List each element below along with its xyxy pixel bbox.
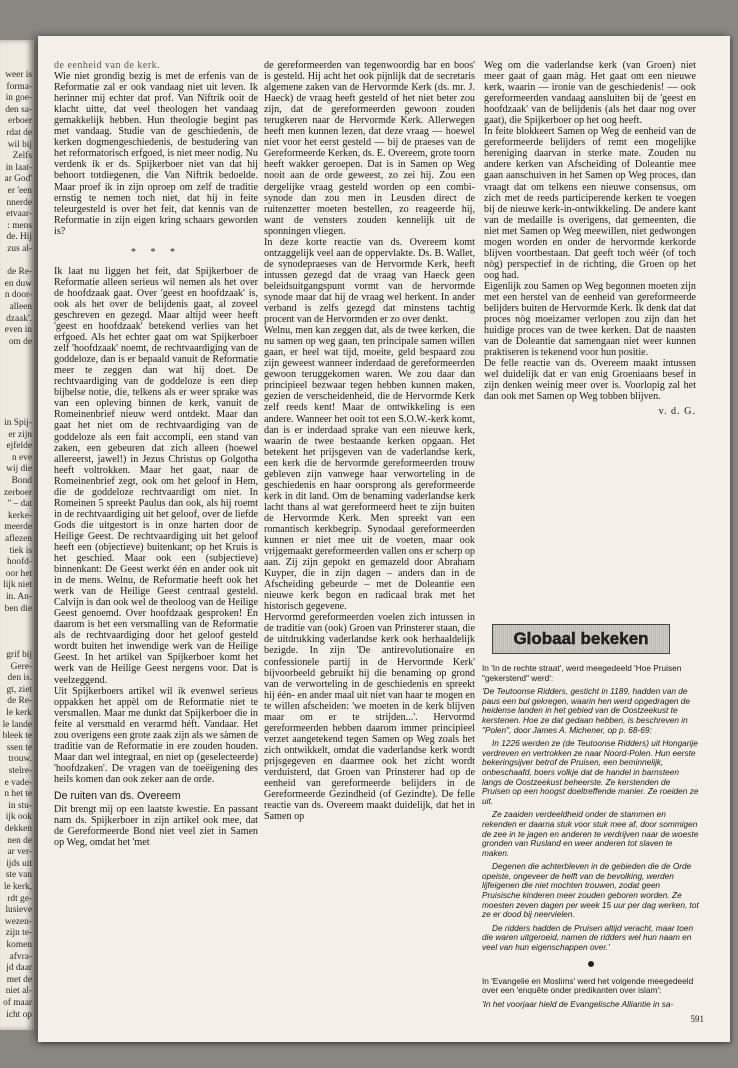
globaal-bekeken-box — [482, 624, 700, 1013]
previous-page-fragment: er zijn — [8, 429, 32, 440]
box-intro: In 'In de rechte straat', werd meegedeeld 'Hoe Pruisen "gekerstend" werd': — [482, 663, 682, 683]
col1-paragraph-2: Ik laat nu liggen het feit, dat Spijkerboer de Reformatie alleen serieus wil nemen als het over de hoofdzaak gaat. Over 'geest en hoofdzaak' is, ook als het over de belijdenis gaat, al zoveel geschreven en gezegd. Maar altijd weer heeft 'geest en hoofdzaak' betekend verlies van het erfgoed. Als het echter gaat om wat Spijkerboer zelf 'hoofdzaak' noemt, de rechtvaardiging van de goddeloze, dan is er bepaald vanuit de Reformatie meer te zeggen dan wat hij doet. De rechtvaardiging van de goddeloze is een diep bijbelse notie, die, telkens als er weer sprake was van een opleving binnen de kerk, vanuit de Romeinenbrief nieuw werd ontdekt. Maar dan gaat het niet om de rechtvaardiging van de goddeloze als een fait accompli, een stand van zaken, een gebeuren dat zich alleen (hoewel allereerst, jawel!) in Jezus Christus op Golgotha heeft voltrokken. Maar het gaat, naar de Romeinenbrief zegt, ook om het geloof in Hem, die de goddeloze rechtvaardigt om niet. In Romeinen 5 spreekt Paulus dan ook, als hij roemt in de rechtvaardiging uit het geloof, over de liefde Gods die uitgestort is in onze harten door de Heilige Geest. De rechtvaardiging uit het geloof heeft een (objectieve) buitenkant; op het Kruis is het geschied. Maar ook een (subjectieve) binnenkant: De Geest werkt één en ander ook uit in de mens. Welnu, de Reformatie heeft ook het werk van de Heilige Geest centraal gesteld. Calvijn is dan ook wel de theoloog van de Heilige Geest genoemd. Over hoofdzaak gesproken! En daarom is het een versmalling van de Reformatie als de rechtvaardiging door het geloof gesteld wordt buiten het inwendige werk van de Heilige Geest. In het artikel van Spijkerboer komt het werk van de Heilige Geest nergens voor. Dat is veelzeggend. — [54, 265, 258, 686]
previous-page-fragment: er 'een — [7, 186, 32, 196]
col3-paragraph-4: De felle reactie van ds. Overeem maakt intussen wel duidelijk dat er van enig Groeniaans besef in zijn denken weinig meer over is. Voorlopig zal het dan ook met Samen op Weg tobben blijven. — [484, 358, 696, 403]
box-quote-1: 'De Teutoonse Ridders, gesticht in 1189, hadden van de paus een bul gekregen, waarin hen werd opgedragen de heidense landen in het gebied van de Oostzeekust te kerstenen. Hoe ze dat gedaan hebben, is beschreven in "Polen", door James A. Michener, op p. 68-69: — [482, 686, 691, 735]
col2-paragraph-2: In deze korte reactie van ds. Overeem komt ontzaggelijk veel aan de oppervlakte. Ds. B. Wallet, de synodepraeses van de Hervormde Kerk, heeft intussen gezegd dat de vraag van Haeck geen beleidsuitgangspunt vormt van de hervormde synode maar dat hij de vraag wel herkent. In ander verband is zelfs gezegd dat minstens tachtig procent van de Hervormden er zo over denkt. — [264, 236, 475, 326]
bullet-separator-icon — [588, 961, 594, 967]
previous-page-fragment: rdt ge- — [7, 893, 32, 904]
previous-page-fragment: dzaak'. — [6, 313, 32, 324]
col3-paragraph-3: Eigenlijk zou Samen op Weg begonnen moeten zijn met een herstel van de eenheid van gereformeerde belijders buiten de Hervormde Kerk. Ik denk dat dat proces nòg moeizamer verlopen zou zijn dan het huidige proces van de twee kerken. Dat de naasten van de Doleantie dat samengaan niet weer kunnen praktiseren is tekenend voor hun positie. — [484, 280, 696, 359]
previous-page-fragment: even in — [4, 325, 32, 336]
previous-page-fragment: den is. — [7, 673, 32, 684]
previous-page-fragment: icht op — [6, 1009, 32, 1020]
previous-page-fragment: e vade- — [4, 777, 32, 788]
cut-off-heading: de eenheid van de kerk. — [54, 60, 161, 71]
subheading-ruiten: De ruiten van ds. Overeem — [54, 790, 181, 802]
previous-page-fragment: le kerk, — [3, 882, 32, 892]
previous-page-edge — [0, 40, 34, 1030]
previous-page-fragment: aflezen — [4, 534, 32, 544]
previous-page-fragment: zus al- — [7, 244, 32, 254]
box-intro-2: In 'Evangelie en Moslims' werd het volgende meegedeeld over een 'enquête onder predikanten over islam': — [482, 975, 694, 996]
previous-page-fragment: kerke- — [8, 510, 32, 521]
section-separator: * * * — [131, 246, 181, 258]
author-signature: v. d. G. — [658, 406, 696, 418]
previous-page-fragment: ben die — [4, 603, 32, 614]
previous-page-fragment: alleen — [9, 302, 32, 312]
previous-page-fragment: hoofd- — [7, 557, 32, 568]
previous-page-fragment: ste van — [5, 870, 32, 881]
previous-page-fragment: Gere- — [10, 661, 32, 672]
previous-page-fragment: de. Hij — [6, 232, 32, 243]
previous-page-fragment: zerboer — [3, 487, 32, 498]
previous-page-fragment: Bond — [11, 476, 32, 486]
previous-page-fragment: etvaar- — [6, 209, 32, 220]
column-1 — [54, 60, 258, 848]
col1-paragraph-4: Dit brengt mij op een laatste kwestie. En passant nam ds. Spijkerboer in zijn artikel ook mee, dat de Gereformeerde Bond niet veel ziet in Samen op Weg, omdat het 'met — [54, 804, 258, 849]
previous-page-fragment: grif bij — [6, 650, 32, 660]
col1-paragraph-1: Wie niet grondig bezig is met de erfenis van de Reformatie zal er ook vandaag niet uit leven. Ik herinner mij echter dat prof. Van Niftrik ooit de klacht uitte, dat veel theologen het vandaag gemakkelijk hebben. Hun theologie begint pas met vandaag. Studie van de geschiedenis, de kerken dogmengeschiedenis, de bestudering van het reformatorisch erfgoed, is niet meer nodig. Nu verdenk ik er ds. Spijkerboer niet van dat hij behoort totdiegenen, die Van Niftrik bedoelde. Maar proef ik in zijn oproep om zelf de traditie ernstig te nemen toch niet, dat hij in feite teleurgesteld is over het feit, dat kennis van de Reformatie in zijn eigen kring schaars geworden is? — [54, 71, 258, 237]
previous-page-fragment: niet al- — [5, 986, 32, 997]
box-quote-4: Degenen die achterbleven in de gebieden die de Orde opeiste, ongeveer de helft van de bevolking, werden lijfeigenen die niet mochten trouwen, zodat geen Pruisische kinderen meer zouden geboren worden. Ze moesten zeven dagen per week 15 uur per dag werken, tot ze er dood bij neervielen. — [482, 861, 699, 920]
previous-page-fragment: le lande — [2, 719, 32, 730]
box-quote-6: 'In het voorjaar hield de Evangelische Alliantie in sa- — [482, 998, 674, 1009]
box-quote-5: De ridders hadden de Pruisen altijd veracht, maar toen die waren uitgeroeid, namen de ridders wel hun naam en veel van hun eigenschappen over.' — [482, 922, 694, 953]
previous-page-fragment: tiek is — [9, 545, 32, 556]
column-3 — [484, 60, 696, 418]
previous-page-fragment: meerde — [4, 522, 32, 533]
previous-page-fragment: : mens — [7, 220, 32, 231]
col3-paragraph-1: Weg om die vaderlandse kerk (van Groen) niet meer gaat of gaan màg. Het gaat om een nieuwe kerk, waarin — ironie van de geschiedenis! — ook gereformeerden vandaag aansluiten bij de 'geest en hoofdzaak' van de belijdenis (als het daar nog over gaat), die Spijkerboer op het oog heeft. — [484, 60, 696, 127]
previous-page-fragment: zijn te- — [5, 928, 32, 939]
box-quote-2: In 1226 werden ze (de Teutoonse Ridders) uit Hongarije verdreven en vertrokken ze naar Noord-Polen. Hun eerste bekeringsijver betrof de Pruisen, een beminnelijk, onbeschaafd, boers volkje dat de handel in barnsteen langs de Oostzeekust beheerste. Ze kerstenden de Pruisen op een hoogst doeltreffende manier. Ze roeiden ze uit. — [482, 738, 699, 806]
previous-page-fragment: gt, ziet — [6, 684, 32, 695]
previous-page-fragment: de Re- — [7, 696, 32, 707]
previous-page-fragment: in laat- — [5, 162, 32, 173]
previous-page-fragment: dekken — [4, 824, 32, 834]
previous-page-fragment: n door- — [4, 290, 32, 301]
page-number: 591 — [690, 1014, 704, 1024]
previous-page-fragment: trouw. — [8, 754, 32, 765]
previous-page-fragment: in goe- — [5, 93, 32, 104]
previous-page-fragment: afvra- — [9, 951, 32, 962]
previous-page-fragment: lusieve — [5, 905, 32, 916]
previous-page-fragment: forma- — [6, 81, 32, 92]
previous-page-fragment: of maar — [3, 998, 32, 1008]
previous-page-fragment: oor het — [5, 568, 32, 579]
previous-page-fragment: om de — [8, 336, 32, 347]
box-quote-3: Ze zaaiden verdeeldheid onder de stammen en rekenden er daarna stuk voor stuk mee af, door sommigen de zee in te jagen en anderen te verdrijven naar de woeste gronden van Rusland en weer anderen tot slaven te maken. — [482, 809, 699, 858]
previous-page-fragment: jd daar — [6, 963, 32, 974]
previous-page-fragment: erboer — [8, 116, 32, 127]
previous-page-fragment: weer is — [5, 70, 32, 80]
previous-page-fragment: wezen- — [4, 916, 32, 927]
previous-page-fragment: rdat de — [6, 128, 32, 138]
previous-page-fragment: komen — [6, 940, 32, 950]
previous-page-fragment: in. An- — [5, 592, 32, 602]
col2-paragraph-3: Welnu, men kan zeggen dat, als de twee kerken, die nu samen op weg gaan, ten principale samen willen gaan, er heel wat tijd, moeite, geld bespaard zou zijn geweest wanneer inderdaad de gereformeerden gewoon teruggekomen waren. We zou daar dan principieel bezwaar tegen hebben kunnen maken, gezien de verscheidenheid, die de Hervormde Kerk zelf reeds kent! Maar de ontwikkeling is een andere. Wanneer het ooit tot een S.O.W.-kerk komt, dan is er inderdaad sprake van een nieuwe kerk, waarin de twee bestaande kerken opgaan. Het betekent het prijsgeven van de vaderlandse kerk, een kerk die de hervormde gereformeerden trouw gebleven zijn vanwege haar verworteling in de geschiedenis en haar oorsprong als gereformeerde kerk in dit land. Om de benaming vaderlandse kerk lacht thans al wat gereformeerd heet te zijn buiten de Hervormde Kerk. Men spreekt van een romantisch kerkbegrip. Synodaal gereformeerden kunnen er niet mee uit de voeten, maar ook vrijgemaakt gereformeerden vallen ons er scherp op aan. Zij zijn gepokt en gemazeld door Abraham Kuyper, die in zijn dagen – anders dan in de Afscheiding gebeurde – met de Doleantie een nieuwe kerk begon en radicaal brak met het historisch gegevene. — [264, 325, 475, 613]
previous-page-fragment: met de — [6, 974, 32, 985]
previous-page-fragment: wij die — [6, 464, 32, 475]
previous-page-fragment: n het te — [4, 789, 32, 800]
previous-page-fragment: ijds uit — [6, 858, 32, 869]
previous-page-fragment: nen de — [7, 835, 32, 846]
box-title: Globaal bekeken — [492, 624, 670, 654]
previous-page-fragment: '' – dat — [7, 499, 32, 510]
previous-page-fragment: in Spij- — [4, 418, 32, 428]
previous-page-fragment: ejfelde — [6, 441, 32, 452]
previous-page-fragment: ijk ook — [5, 812, 32, 823]
col2-paragraph-4: Hervormd gereformeerden voelen zich intussen in de traditie van (ook) Groen van Prinsterer staan, die de uitdrukking vaderlandse kerk ook herhaaldelijk bezigde. In zijn 'De antirevolutionaire en confessionele partij in de Hervormde Kerk' bijvoorbeeld gebruikt hij die benaming op grond van de verworteling in de geschiedenis en spreekt hij één- en ander maal uit niet van haar te mogen en te willen afscheiden: 'we moeten in de kerk blijven maar om er te strijden...'. Hervormd gereformeerden hebben daarom immer principieel verzet aangetekend tegen Samen op Weg zoals het zich ontwikkelt, omdat die vaderlandse kerk wordt prijsgegeven en daarmee ook het zicht wordt verduisterd, dat Groen van Prinsterer had op de eenheid van gereformeerde belijders in de Gereformeerde Gezindheid (of Gezindte). De felle reactie van ds. Overeem maakt duidelijk, dat het in Samen op — [264, 612, 475, 823]
previous-page-fragment: stelre- — [8, 766, 32, 776]
previous-page-fragment: wil bij — [7, 139, 32, 150]
previous-page-fragment: n eve — [11, 452, 32, 463]
previous-page-fragment: de Re- — [7, 267, 32, 278]
previous-page-fragment: den sa- — [5, 104, 32, 115]
previous-page-fragment: en duw — [4, 278, 32, 289]
col1-paragraph-3: Uit Spijkerboers artikel wil ik evenwel serieus oppakken het appèl om de Reformatie niet te versmallen. Maar me dunkt dat Spijkerboer die in feite al versmald en verarmd héft. Vandaar. Het zou overigens een grote zaak zijn als we sàmen de traditie van de Reformatie in ere zouden houden. Maar dan wel integraal, en niet op (geselecteerde) 'hoofdzaken'. De vragen van de toeëigening des heils komen dan ook zeker aan de orde. — [54, 685, 258, 785]
previous-page-fragment: ar God' — [4, 174, 32, 185]
magazine-page — [38, 36, 730, 1042]
previous-page-fragment: ssen te — [6, 742, 32, 753]
previous-page-fragment: lijk niet — [3, 580, 32, 591]
previous-page-fragment: Zelfs — [12, 151, 32, 162]
col3-paragraph-2: In feite blokkeert Samen op Weg de eenheid van de gereformeerde belijders of remt een mogelijke hereniging daarvan in sterke mate. Zouden nu andere kerken van Afscheiding of Doleantie mee gaan aanschuiven in het Samen op Weg proces, dan vraagt dat om telkens een nieuwe consensus, om zich met de reeds participerende kerken te voegen bij de nieuwe kerk-in-ontwikkeling. De andere kant van de medaille is overigens, dat gemeenten, die niet met Samen op Weg meewillen, niet gedwongen mogen worden en onder de hervormde kerkorde blijven voortbestaan. Dat geeft toch wéér (of toch nòg) perspectief in de richting, die Groen op het oog had. — [484, 126, 696, 281]
previous-page-fragment: ar ver- — [7, 847, 32, 858]
previous-page-fragment: bleek te — [2, 731, 32, 742]
col2-paragraph-1: de gereformeerden van tegenwoordig bar en boos' is gesteld. Hij acht het ook pijnlijk dat de secretaris algemene zaken van de Hervormde Kerk (ds. mr. J. Haeck) de vraag heeft gesteld of het niet beter zou zijn, dat de gereformeerden gewoon zouden terugkeren naar de Hervormde Kerk. Allerwegen heeft men kunnen lezen, dat deze vraag — hoewel niet voor het eerst gesteld — bij de praeses van de Gereformeerde Kerken, ds. E. Overeem, grote toorn heeft wakker geroepen. Dat is in Samen op Weg nooit aan de orde geweest, zo zei hij. Zou een dergelijke vraag gesteld worden op een combi-synode dan zou men in Leusden direct de ruitenzetter moeten bestellen, zo reageerde hij, want de vensters zouden kennelijk uit de sponningen vliegen. — [264, 60, 475, 237]
previous-page-fragment: in stu- — [8, 800, 32, 811]
previous-page-fragment: nnerde — [6, 197, 32, 208]
previous-page-fragment: le kerk — [6, 708, 32, 718]
column-2 — [264, 60, 475, 822]
